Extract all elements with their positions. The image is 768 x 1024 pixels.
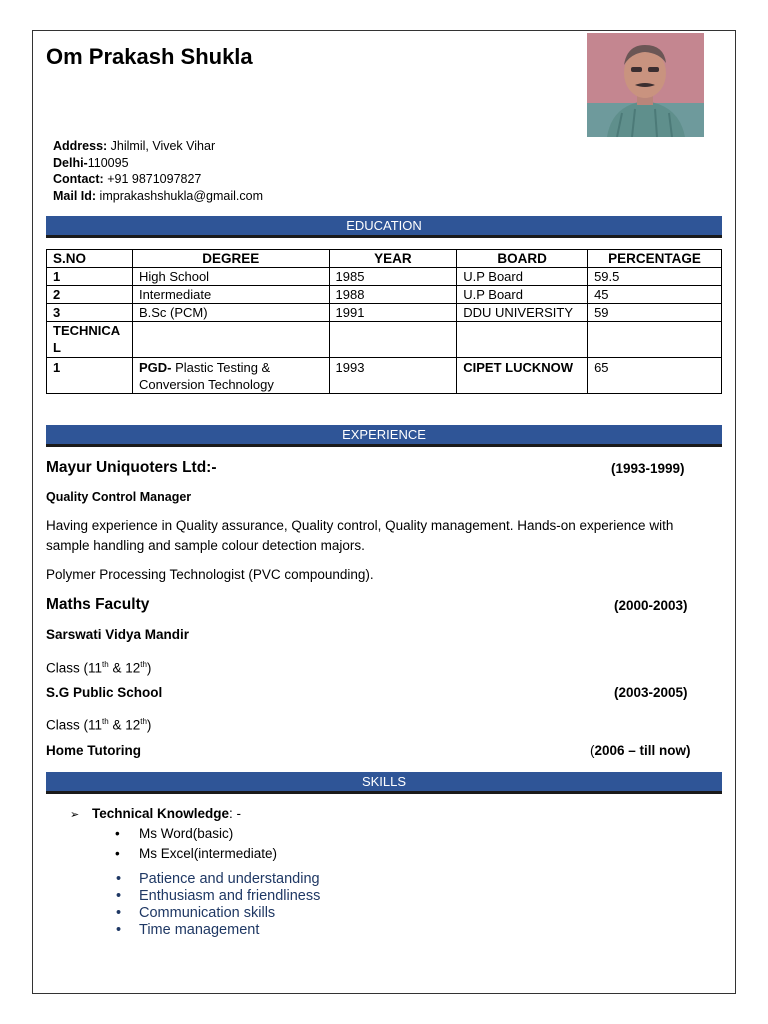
section-skills-header: SKILLS xyxy=(46,772,722,794)
school-name: S.G Public School xyxy=(46,685,163,700)
column-header: YEAR xyxy=(329,250,457,268)
job-description-2: Polymer Processing Technologist (PVC compounding). xyxy=(46,567,374,582)
table-row: 1 PGD- Plastic Testing & Conversion Technology 1993 CIPET LUCKNOW 65 xyxy=(47,358,722,394)
list-item: • Time management xyxy=(116,922,260,938)
bullet-icon: • xyxy=(116,871,122,887)
column-header: BOARD xyxy=(457,250,588,268)
school-name: Sarswati Vidya Mandir xyxy=(46,627,190,642)
table-row: 3 B.Sc (PCM) 1991 DDU UNIVERSITY 59 xyxy=(47,304,722,322)
bullet-icon: • xyxy=(115,846,120,861)
job-company: Mayur Uniquoters Ltd:- xyxy=(46,459,217,476)
list-item: ➢ Technical Knowledge: - xyxy=(70,804,277,824)
section-experience-header: EXPERIENCE xyxy=(46,425,722,447)
address-line: Address: Jhilmil, Vivek Vihar xyxy=(53,139,216,153)
email-link[interactable]: imprakashshukla@gmail.com xyxy=(99,188,263,203)
bullet-icon: • xyxy=(116,922,122,938)
list-item: • Enthusiasm and friendliness xyxy=(116,888,321,904)
table-row: 2 Intermediate 1988 U.P Board 45 xyxy=(47,286,722,304)
technical-skills xyxy=(70,804,277,864)
profile-photo xyxy=(587,33,704,137)
class-info: Class (11th & 12th) xyxy=(46,717,152,733)
job-title: Maths Faculty xyxy=(46,596,150,613)
phone-line: Contact: +91 9871097827 xyxy=(53,172,202,186)
list-item: • Ms Word(basic) xyxy=(70,824,277,844)
soft-skills xyxy=(116,871,320,939)
job-title: Home Tutoring xyxy=(46,743,141,758)
job-dates: (2003-2005) xyxy=(614,685,688,700)
bullet-icon: • xyxy=(115,826,120,841)
arrow-bullet-icon: ➢ xyxy=(70,809,80,821)
class-info: Class (11th & 12th) xyxy=(46,660,152,676)
table-header-row xyxy=(47,250,722,268)
job-dates: (1993-1999) xyxy=(611,461,685,476)
email-line: Mail Id: imprakashshukla@gmail.com xyxy=(53,188,263,203)
column-header: S.NO xyxy=(47,250,133,268)
list-item: • Communication skills xyxy=(116,905,276,921)
job-dates: (2000-2003) xyxy=(614,598,688,613)
job-dates: (2006 – till now) xyxy=(590,743,691,758)
column-header: PERCENTAGE xyxy=(588,250,722,268)
candidate-name: Om Prakash Shukla xyxy=(46,44,253,69)
list-item: • Ms Excel(intermediate) xyxy=(70,844,277,864)
bullet-icon: • xyxy=(116,888,122,904)
job-role: Quality Control Manager xyxy=(46,490,192,504)
city-line: Delhi-110095 xyxy=(53,155,129,170)
bullet-icon: • xyxy=(116,905,122,921)
contact-block xyxy=(53,138,263,204)
education-table xyxy=(46,249,722,394)
section-education-header: EDUCATION xyxy=(46,216,722,238)
table-row: 1 High School 1985 U.P Board 59.5 xyxy=(47,268,722,286)
job-description: Having experience in Quality assurance, Quality control, Quality management. Hands-on experience with sample handling and sample colour detection majors. xyxy=(46,518,674,553)
table-row-technical: TECHNICA L xyxy=(47,322,722,358)
list-item: • Patience and understanding xyxy=(116,871,320,887)
column-header: DEGREE xyxy=(132,250,329,268)
